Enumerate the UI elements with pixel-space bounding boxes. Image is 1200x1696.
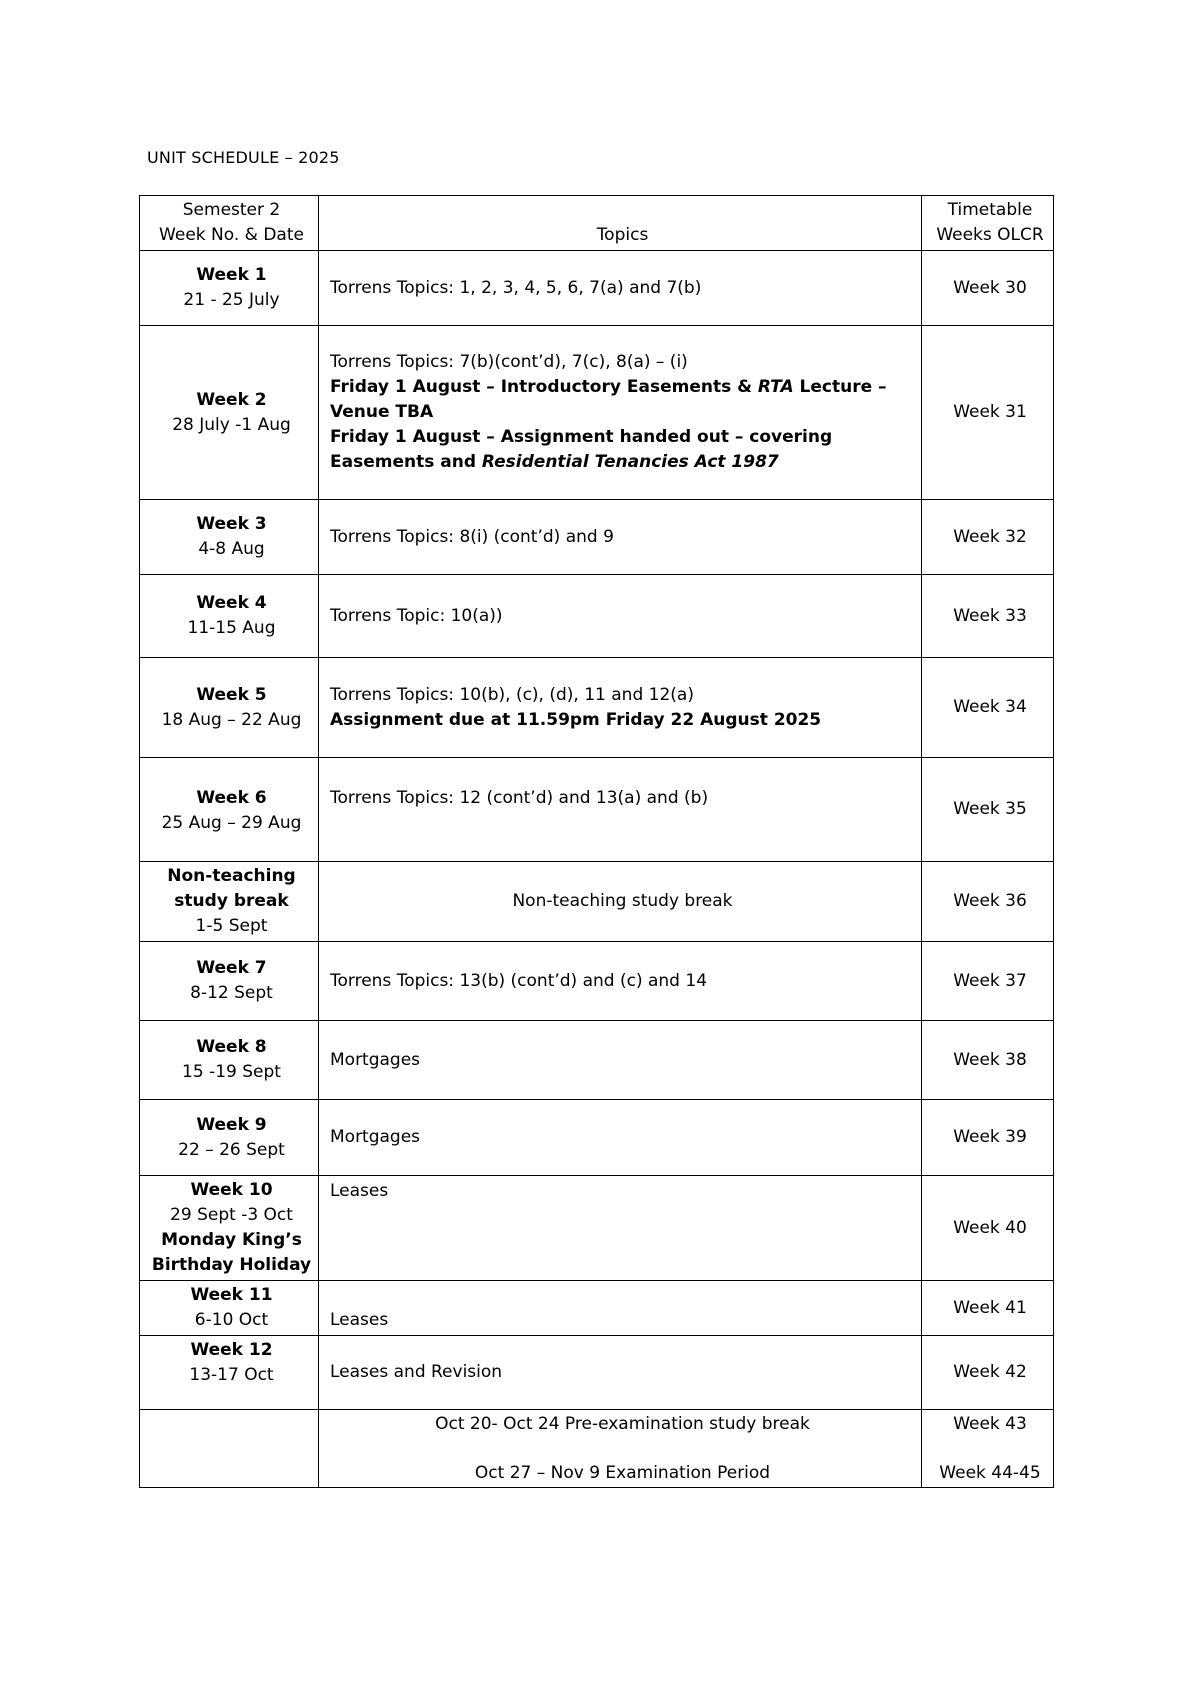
timetable-week-cell: Week 33 [922, 575, 1054, 658]
week-date-cell: Week 5 18 Aug – 22 Aug [140, 658, 319, 758]
table-row [140, 326, 1054, 500]
timetable-week-cell: Week 35 [922, 758, 1054, 862]
table-row [140, 942, 1054, 1021]
table-row [140, 500, 1054, 575]
topic-cell: Mortgages [319, 1021, 922, 1100]
table-row [140, 1336, 1054, 1410]
timetable-week-cell: Week 34 [922, 658, 1054, 758]
table-row [140, 1021, 1054, 1100]
topic-cell: Torrens Topics: 1, 2, 3, 4, 5, 6, 7(a) and 7(b) [319, 251, 922, 326]
table-row [140, 862, 1054, 942]
week-date-cell: Week 4 11-15 Aug [140, 575, 319, 658]
week-date-cell: Non-teaching study break 1-5 Sept [140, 862, 319, 942]
table-row [140, 1410, 1054, 1488]
week-date-cell: Week 7 8-12 Sept [140, 942, 319, 1021]
week-date-cell: Week 10 29 Sept -3 Oct Monday King’s Birthday Holiday [140, 1176, 319, 1281]
timetable-week-cell: Week 42 [922, 1336, 1054, 1410]
timetable-week-cell: Week 38 [922, 1021, 1054, 1100]
header-week-date: Semester 2 Week No. & Date [140, 196, 319, 251]
week-date-cell: Week 2 28 July -1 Aug [140, 326, 319, 500]
header-topics: Topics [319, 196, 922, 251]
timetable-week-cell: Week 31 [922, 326, 1054, 500]
timetable-week-cell: Week 37 [922, 942, 1054, 1021]
empty-cell [140, 1410, 319, 1488]
topic-cell: Non-teaching study break [319, 862, 922, 942]
topic-cell: Leases and Revision [319, 1336, 922, 1410]
timetable-week-cell: Week 43 Week 44-45 [922, 1410, 1054, 1488]
week-date-cell: Week 3 4-8 Aug [140, 500, 319, 575]
week-date-cell: Week 11 6-10 Oct [140, 1281, 319, 1336]
topic-cell: Leases [319, 1176, 922, 1281]
week-date-cell: Week 12 13-17 Oct [140, 1336, 319, 1410]
table-header-row [140, 196, 1054, 251]
document-title: UNIT SCHEDULE – 2025 [147, 148, 340, 167]
week-date-cell: Week 6 25 Aug – 29 Aug [140, 758, 319, 862]
topic-cell: Torrens Topics: 10(b), (c), (d), 11 and 12(a) Assignment due at 11.59pm Friday 22 August 2025 [319, 658, 922, 758]
topic-cell: Leases [319, 1281, 922, 1336]
week-date-cell: Week 9 22 – 26 Sept [140, 1100, 319, 1176]
timetable-week-cell: Week 39 [922, 1100, 1054, 1176]
topic-cell: Oct 20- Oct 24 Pre-examination study break Oct 27 – Nov 9 Examination Period [319, 1410, 922, 1488]
topic-cell: Torrens Topics: 12 (cont’d) and 13(a) and (b) [319, 758, 922, 862]
timetable-week-cell: Week 40 [922, 1176, 1054, 1281]
topic-cell: Mortgages [319, 1100, 922, 1176]
table-row [140, 658, 1054, 758]
topic-cell: Torrens Topic: 10(a)) [319, 575, 922, 658]
timetable-week-cell: Week 32 [922, 500, 1054, 575]
table-row [140, 1100, 1054, 1176]
topic-cell: Torrens Topics: 13(b) (cont’d) and (c) and 14 [319, 942, 922, 1021]
table-row [140, 1281, 1054, 1336]
header-timetable-weeks: Timetable Weeks OLCR [922, 196, 1054, 251]
timetable-week-cell: Week 36 [922, 862, 1054, 942]
table-row [140, 251, 1054, 326]
topic-cell: Torrens Topics: 7(b)(cont’d), 7(c), 8(a) – (i) Friday 1 August – Introductory Easements & RTA Lecture – Venue TBA Friday 1 August – Assignment handed out – covering Easements and Residential Tenancies Act 1987 [319, 326, 922, 500]
table-row [140, 1176, 1054, 1281]
unit-schedule-table [139, 195, 1054, 1488]
table-row [140, 758, 1054, 862]
week-date-cell: Week 1 21 - 25 July [140, 251, 319, 326]
topic-cell: Torrens Topics: 8(i) (cont’d) and 9 [319, 500, 922, 575]
timetable-week-cell: Week 30 [922, 251, 1054, 326]
timetable-week-cell: Week 41 [922, 1281, 1054, 1336]
week-date-cell: Week 8 15 -19 Sept [140, 1021, 319, 1100]
table-row [140, 575, 1054, 658]
